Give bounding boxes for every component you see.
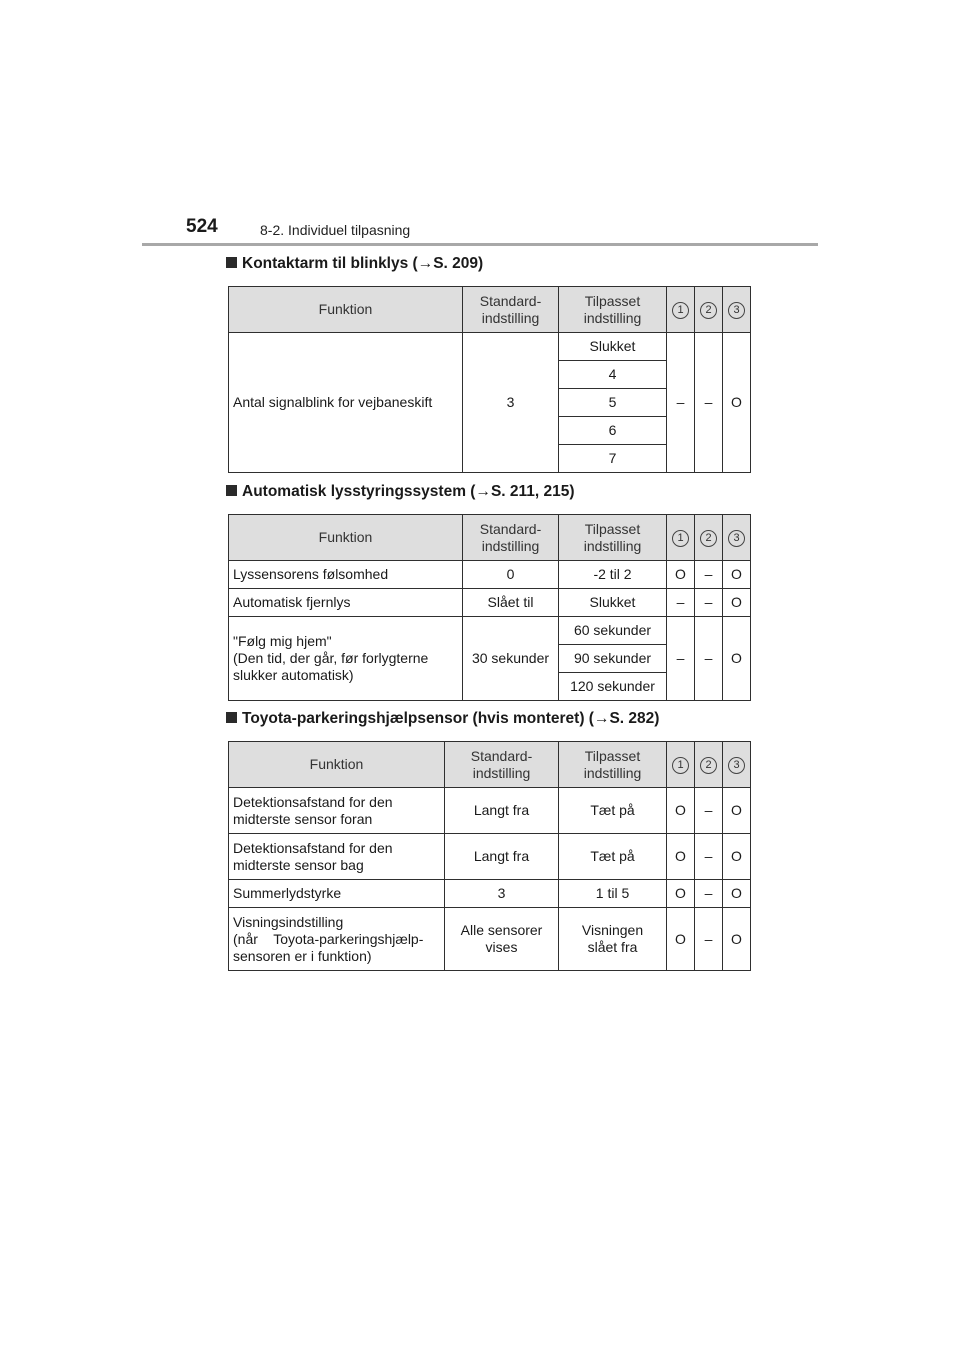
header-col-2: [695, 515, 723, 561]
cell-col-1: –: [667, 589, 695, 617]
cell-standard: Slået til: [463, 589, 559, 617]
table-row: [229, 788, 751, 834]
table-row: [229, 333, 751, 361]
table-row: [229, 617, 751, 645]
cell-col-2: –: [695, 880, 723, 908]
cell-col-3: O: [723, 788, 751, 834]
circled-3-icon: 3: [728, 302, 745, 319]
settings-table: [228, 286, 751, 473]
header-col-2: [695, 742, 723, 788]
header-funktion: Funktion: [229, 287, 463, 333]
section-heading: Automatisk lysstyringssystem (→S. 211, 215): [226, 483, 575, 501]
cell-col-1: O: [667, 788, 695, 834]
cell-tilpasset: -2 til 2: [559, 561, 667, 589]
cell-col-1: –: [667, 333, 695, 473]
header-standard: Standard- indstilling: [463, 515, 559, 561]
circled-3-icon: 3: [728, 530, 745, 547]
cell-funktion: Detektionsafstand for den midterste sensor foran: [229, 788, 445, 834]
cell-option: 7: [559, 445, 667, 473]
table-header-row: [229, 742, 751, 788]
table-row: [229, 589, 751, 617]
cell-option: 60 sekunder: [559, 617, 667, 645]
table-row: [229, 834, 751, 880]
cell-standard: 3: [445, 880, 559, 908]
cell-col-1: –: [667, 617, 695, 701]
cell-col-3: O: [723, 880, 751, 908]
cell-col-2: –: [695, 908, 723, 971]
chapter-title: 8-2. Individuel tilpasning: [260, 222, 411, 238]
header-col-2: [695, 287, 723, 333]
cell-funktion: Automatisk fjernlys: [229, 589, 463, 617]
cell-col-2: –: [695, 561, 723, 589]
square-bullet-icon: [226, 257, 237, 268]
cell-tilpasset: Slukket: [559, 589, 667, 617]
cell-col-2: –: [695, 834, 723, 880]
header-col-1: [667, 515, 695, 561]
table-row: [229, 908, 751, 971]
cell-tilpasset: Tæt på: [559, 788, 667, 834]
header-funktion: Funktion: [229, 515, 463, 561]
cell-option: 120 sekunder: [559, 673, 667, 701]
settings-table: [228, 741, 751, 971]
cell-tilpasset: Visningen slået fra: [559, 908, 667, 971]
header-col-1: [667, 742, 695, 788]
header-standard: Standard- indstilling: [463, 287, 559, 333]
cell-tilpasset: Tæt på: [559, 834, 667, 880]
cell-col-2: –: [695, 617, 723, 701]
cell-option: 4: [559, 361, 667, 389]
cell-tilpasset: 1 til 5: [559, 880, 667, 908]
page-number: 524: [186, 216, 218, 237]
cell-col-3: O: [723, 834, 751, 880]
cell-col-3: O: [723, 589, 751, 617]
table-row: [229, 880, 751, 908]
square-bullet-icon: [226, 712, 237, 723]
circled-2-icon: 2: [700, 530, 717, 547]
cell-standard: 3: [463, 333, 559, 473]
cell-standard: 30 sekunder: [463, 617, 559, 701]
cell-col-1: O: [667, 880, 695, 908]
circled-1-icon: 1: [672, 757, 689, 774]
header-col-3: [723, 742, 751, 788]
header-funktion: Funktion: [229, 742, 445, 788]
header-col-3: [723, 287, 751, 333]
cell-col-1: O: [667, 908, 695, 971]
cell-col-3: O: [723, 908, 751, 971]
cell-funktion: Antal signalblink for vejbaneskift: [229, 333, 463, 473]
header-standard: Standard- indstilling: [445, 742, 559, 788]
cell-funktion: Lyssensorens følsomhed: [229, 561, 463, 589]
circled-1-icon: 1: [672, 530, 689, 547]
settings-table: [228, 514, 751, 701]
cell-standard: Langt fra: [445, 788, 559, 834]
circled-1-icon: 1: [672, 302, 689, 319]
cell-col-3: O: [723, 561, 751, 589]
cell-option: 5: [559, 389, 667, 417]
cell-col-3: O: [723, 333, 751, 473]
cell-col-1: O: [667, 834, 695, 880]
cell-col-2: –: [695, 788, 723, 834]
cell-standard: 0: [463, 561, 559, 589]
cell-funktion: Summerlydstyrke: [229, 880, 445, 908]
cell-standard: Alle sensorer vises: [445, 908, 559, 971]
cell-col-2: –: [695, 589, 723, 617]
header-tilpasset: Tilpasset indstilling: [559, 515, 667, 561]
circled-2-icon: 2: [700, 757, 717, 774]
cell-funktion: "Følg mig hjem" (Den tid, der går, før forlygterne slukker automatisk): [229, 617, 463, 701]
header-tilpasset: Tilpasset indstilling: [559, 742, 667, 788]
section-heading: Toyota-parkeringshjælpsensor (hvis monteret) (→S. 282): [226, 710, 659, 728]
cell-option: 6: [559, 417, 667, 445]
cell-col-3: O: [723, 617, 751, 701]
table-header-row: [229, 515, 751, 561]
header-rule: [142, 243, 818, 246]
header-col-1: [667, 287, 695, 333]
square-bullet-icon: [226, 485, 237, 496]
cell-standard: Langt fra: [445, 834, 559, 880]
cell-funktion: Visningsindstilling (når Toyota-parkeringshjælp- sensoren er i funktion): [229, 908, 445, 971]
cell-funktion: Detektionsafstand for den midterste sensor bag: [229, 834, 445, 880]
table-row: [229, 561, 751, 589]
circled-2-icon: 2: [700, 302, 717, 319]
circled-3-icon: 3: [728, 757, 745, 774]
cell-option: 90 sekunder: [559, 645, 667, 673]
cell-option: Slukket: [559, 333, 667, 361]
header-col-3: [723, 515, 751, 561]
cell-col-1: O: [667, 561, 695, 589]
cell-col-2: –: [695, 333, 723, 473]
header-tilpasset: Tilpasset indstilling: [559, 287, 667, 333]
section-heading: Kontaktarm til blinklys (→S. 209): [226, 255, 483, 273]
table-header-row: [229, 287, 751, 333]
